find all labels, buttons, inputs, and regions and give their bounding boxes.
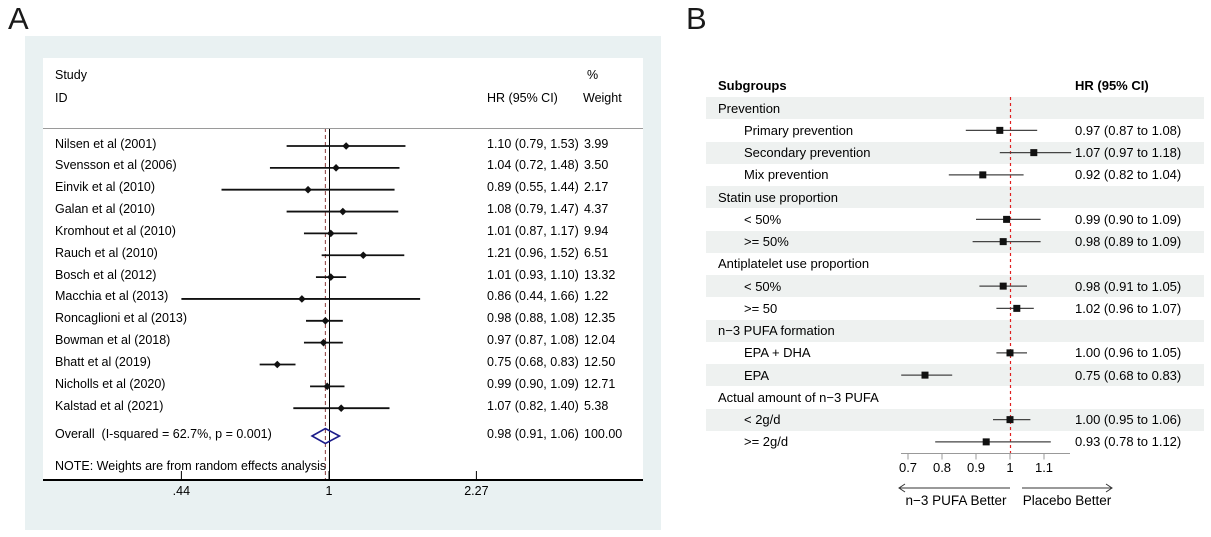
hr-ci-value: 1.01 (0.93, 1.10) (487, 267, 579, 282)
point-estimate-marker (273, 361, 281, 369)
point-estimate-marker (322, 317, 330, 325)
axis-tick-label: 1 (325, 484, 333, 498)
left-arrow-head (899, 484, 905, 492)
weight-value: 12.71 (584, 376, 616, 391)
study-label: Rauch et al (2010) (55, 245, 158, 260)
weight-value: 9.94 (584, 223, 609, 238)
point-estimate-marker (337, 404, 345, 412)
hr-ci-value: 1.04 (0.72, 1.48) (487, 158, 579, 173)
subgroup-row (706, 431, 1204, 453)
point-estimate-marker (320, 339, 328, 347)
column-header-id: ID (55, 91, 68, 105)
row-label: < 50% (744, 278, 782, 294)
subgroup-header-row (706, 320, 1204, 342)
study-label: Einvik et al (2010) (55, 180, 156, 195)
column-header-percent: % (587, 68, 599, 82)
hr-ci-value: 1.08 (0.79, 1.47) (487, 202, 579, 217)
hr-ci-value: 0.93 (0.78 to 1.12) (1075, 434, 1182, 450)
row-label: EPA + DHA (744, 345, 811, 361)
point-estimate-marker (359, 251, 367, 259)
right-direction-label: Placebo Better (1022, 493, 1112, 508)
study-label: Bhatt et al (2019) (55, 355, 151, 369)
subgroup-header-row (706, 386, 1204, 408)
hr-ci-value: 0.89 (0.55, 1.44) (487, 180, 579, 195)
row-label: Statin use proportion (718, 189, 838, 205)
weight-value: 12.50 (584, 355, 616, 369)
axis-tick-label: 1 (1006, 460, 1014, 475)
axis-tick-label: 0.9 (966, 460, 986, 475)
row-label: Mix prevention (744, 167, 829, 183)
hr-ci-value: 0.98 (0.91 to 1.05) (1075, 278, 1182, 294)
row-label: >= 50 (744, 300, 778, 316)
weight-value: 3.99 (584, 136, 609, 151)
subgroup-row (706, 164, 1204, 186)
row-label: >= 2g/d (744, 434, 789, 450)
column-header-study: Study (55, 68, 87, 82)
subgroup-row (706, 342, 1204, 364)
hr-ci-value: 0.97 (0.87 to 1.08) (1075, 122, 1182, 138)
point-estimate-marker (339, 208, 347, 216)
study-label: Bosch et al (2012) (55, 267, 157, 282)
axis-tick-label: 0.7 (898, 460, 918, 475)
column-header-weight: Weight (583, 91, 622, 105)
axis-tick-label: .44 (172, 484, 191, 498)
hr-ci-value: 0.98 (0.88, 1.08) (487, 311, 579, 326)
subgroup-header-row (706, 97, 1204, 119)
column-header-subgroups: Subgroups (718, 78, 787, 93)
row-label: Primary prevention (744, 122, 854, 138)
study-label: Galan et al (2010) (55, 202, 156, 217)
row-label: < 2g/d (744, 412, 781, 428)
study-label: Nilsen et al (2001) (55, 136, 157, 151)
panel-a-label: A (8, 1, 29, 36)
subgroup-row (706, 231, 1204, 253)
weight-value: 5.38 (584, 398, 609, 413)
subgroup-row (706, 208, 1204, 230)
weight-value: 2.17 (584, 180, 609, 195)
study-label: Kromhout et al (2010) (55, 223, 176, 238)
point-estimate-marker (304, 186, 312, 194)
panel-a-plot-area (43, 58, 643, 481)
row-label: < 50% (744, 211, 782, 227)
point-estimate-marker (342, 142, 350, 150)
hr-ci-value: 1.01 (0.87, 1.17) (487, 223, 579, 238)
study-label: Bowman et al (2018) (55, 333, 171, 348)
study-label: Macchia et al (2013) (55, 289, 169, 304)
weight-value: 4.37 (584, 202, 609, 217)
subgroup-row (706, 142, 1204, 164)
hr-ci-value: 0.98 (0.89 to 1.09) (1075, 234, 1182, 250)
axis-tick-label: 0.8 (932, 460, 952, 475)
overall-hr-ci-value: 0.98 (0.91, 1.06) (487, 426, 579, 441)
row-label: Prevention (718, 100, 781, 116)
point-estimate-marker (298, 295, 306, 303)
hr-ci-value: 0.92 (0.82 to 1.04) (1075, 167, 1182, 183)
subgroup-row (706, 275, 1204, 297)
left-direction-label: n−3 PUFA Better (905, 493, 1007, 508)
hr-ci-value: 0.97 (0.87, 1.08) (487, 333, 579, 348)
study-label: Kalstad et al (2021) (55, 398, 164, 413)
weight-value: 12.35 (584, 311, 616, 326)
point-estimate-marker (327, 273, 335, 281)
row-label: EPA (744, 367, 770, 383)
weight-value: 1.22 (584, 289, 609, 304)
panel-b-label: B (686, 1, 707, 36)
study-label: Nicholls et al (2020) (55, 376, 166, 391)
study-label: Roncaglioni et al (2013) (55, 311, 188, 326)
row-label: >= 50% (744, 234, 789, 250)
column-header-hr: HR (95% CI) (1075, 78, 1149, 93)
study-label: Svensson et al (2006) (55, 158, 177, 173)
weight-value: 6.51 (584, 245, 609, 260)
weight-value: 3.50 (584, 158, 609, 173)
right-arrow-head (1106, 484, 1112, 492)
subgroup-row (706, 409, 1204, 431)
hr-ci-value: 1.00 (0.96 to 1.05) (1075, 345, 1182, 361)
hr-ci-value: 0.99 (0.90, 1.09) (487, 376, 579, 391)
panel-b-forest-plot (706, 75, 1204, 515)
subgroup-row (706, 119, 1204, 141)
hr-ci-value: 1.07 (0.97 to 1.18) (1075, 145, 1182, 161)
point-estimate-marker (332, 164, 340, 172)
subgroup-header-row (706, 186, 1204, 208)
hr-ci-value: 1.00 (0.95 to 1.06) (1075, 412, 1182, 428)
note-text: NOTE: Weights are from random effects analysis (55, 459, 327, 473)
subgroup-header-row (706, 253, 1204, 275)
weight-value: 13.32 (584, 267, 616, 282)
row-label: Antiplatelet use proportion (718, 256, 870, 272)
axis-tick-label: 2.27 (464, 484, 489, 498)
row-label: n−3 PUFA formation (718, 323, 835, 339)
axis-tick-label: 1.1 (1034, 460, 1054, 475)
hr-ci-value: 1.21 (0.96, 1.52) (487, 245, 579, 260)
row-label: Secondary prevention (744, 145, 871, 161)
hr-ci-value: 1.02 (0.96 to 1.07) (1075, 300, 1182, 316)
hr-ci-value: 0.86 (0.44, 1.66) (487, 289, 579, 304)
subgroup-row (706, 297, 1204, 319)
panel-a-forest-plot (25, 36, 661, 530)
hr-ci-value: 0.75 (0.68, 0.83) (487, 355, 579, 369)
hr-ci-value: 0.75 (0.68 to 0.83) (1075, 367, 1182, 383)
hr-ci-value: 1.07 (0.82, 1.40) (487, 398, 579, 413)
header-divider-line (43, 128, 643, 129)
overall-weight-value: 100.00 (584, 426, 623, 441)
point-estimate-marker (327, 230, 335, 238)
overall-label: Overall (I-squared = 62.7%, p = 0.001) (55, 426, 272, 441)
row-label: Actual amount of n−3 PUFA (718, 389, 879, 405)
subgroup-row (706, 364, 1204, 386)
hr-ci-value: 1.10 (0.79, 1.53) (487, 136, 579, 151)
hr-ci-value: 0.99 (0.90 to 1.09) (1075, 211, 1182, 227)
weight-value: 12.04 (584, 333, 616, 348)
column-header-hr: HR (95% CI) (487, 91, 558, 105)
